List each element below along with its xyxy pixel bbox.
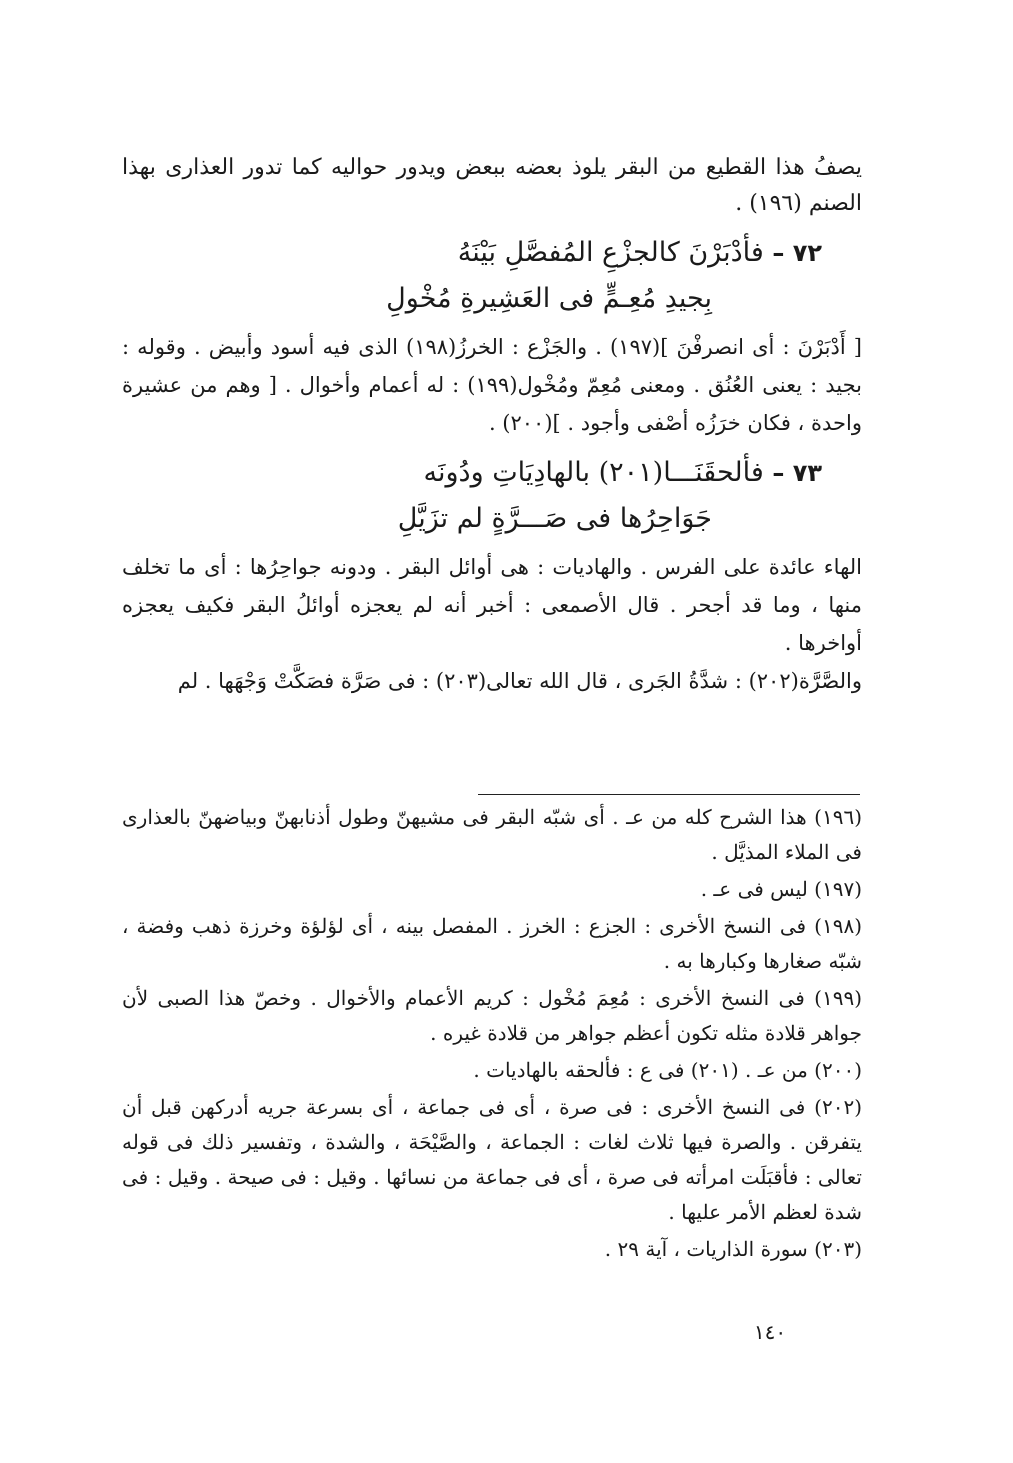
verse-73-hemistich-2: جَوَاحِرُها فى صَـــرَّةٍ لم تزَيَّلِ	[397, 503, 712, 534]
verse-72-line-1	[122, 230, 862, 276]
verse-72-number: ٧٢ –	[772, 239, 822, 267]
footnote-200-201: (٢٠٠) من عـ . (٢٠١) فى ع : فألحقه بالهاديات .	[473, 1058, 862, 1082]
commentary-72: [ أَدْبَرْنَ : أى انصرفْنَ ](١٩٧) . والجَزْع : الخرزُ(١٩٨) الذى فيه أسود وأبيض . وقوله : بجيد : يعنى العُنُق . ومعنى مُعِمّ ومُخْول(١٩٩) : له أعمام وأخوال . [ وهم من عشيرة واحدة ، فكان خرَزُه أصْفى وأجود . ](٢٠٠) .	[122, 335, 863, 435]
footnote-197: (١٩٧) ليس فى عـ .	[700, 877, 862, 901]
footnote-198: (١٩٨) فى النسخ الأخرى : الجزع : الخرز . المفصل بينه ، أى لؤلؤة وخرزة ذهب وفضة ، شبّه صغارها وكبارها به .	[122, 914, 862, 973]
footnote-196: (١٩٦) هذا الشرح كله من عـ . أى شبّه البقر فى مشيهنّ وطول أذنابهنّ وبياضهنّ بالعذارى فى الملاء المذيَّل .	[122, 805, 862, 864]
verse-72	[122, 230, 862, 322]
intro-paragraph: يصفُ هذا القطيع من البقر يلوذ بعضه ببعض ويدور حواليه كما تدور العذارى بهذا الصنم (١٩٦) .	[122, 155, 863, 216]
verse-73-number: ٧٣ –	[772, 459, 822, 487]
footnote-divider	[478, 794, 860, 795]
footnotes	[122, 800, 862, 1269]
verse-72-hemistich-2: بِجيدِ مُعِـمٍّ فى العَشِيرةِ مُخْولِ	[386, 283, 712, 314]
verse-73-line-1	[122, 450, 862, 496]
verse-73-hemistich-1: فألحقَنَـــا(٢٠١) بالهادِيَاتِ ودُونَه	[423, 457, 764, 488]
footnote-199: (١٩٩) فى النسخ الأخرى : مُعِمَ مُخْول : كريم الأعمام والأخوال . وخصّ هذا الصبى لأن جواهر قلادة مثله تكون أعظم جواهر من قلادة غيره .	[122, 986, 863, 1045]
commentary-73b: والصَّرَّة(٢٠٢) : شدَّةُ الجَرى ، قال الله تعالى(٢٠٣) : فى صَرَّة فصَكَّتْ وَجْهَها . لم	[177, 669, 862, 693]
verse-72-hemistich-1: فأدْبَرْنَ كالجزْعِ المُفصَّلِ بَيْنَهُ	[457, 237, 764, 268]
page-number: ١٤٠	[753, 1320, 787, 1344]
footnote-203: (٢٠٣) سورة الذاريات ، آية ٢٩ .	[604, 1237, 862, 1261]
main-text	[122, 150, 862, 700]
commentary-73: الهاء عائدة على الفرس . والهاديات : هى أوائل البقر . ودونه جواحِرُها : أى ما تخلف منها ، وما قد أجحر . قال الأصمعى : أخبر أنه لم يعجزه أوائلُ البقر فكيف يعجزه أواخرها .	[122, 555, 862, 655]
verse-73	[122, 450, 862, 542]
footnote-202: (٢٠٢) فى النسخ الأخرى : فى صرة ، أى فى جماعة ، أى بسرعة جريه أدركهن قبل أن يتفرقن . والصرة فيها ثلاث لغات : الجماعة ، والصَّيْحَة ، والشدة ، وتفسير ذلك فى قوله تعالى : فأقبَلَت امرأته فى صرة ، أى فى جماعة من نسائها . وقيل : فى صيحة . وقيل : فى شدة لعظم الأمر عليها .	[122, 1095, 862, 1224]
